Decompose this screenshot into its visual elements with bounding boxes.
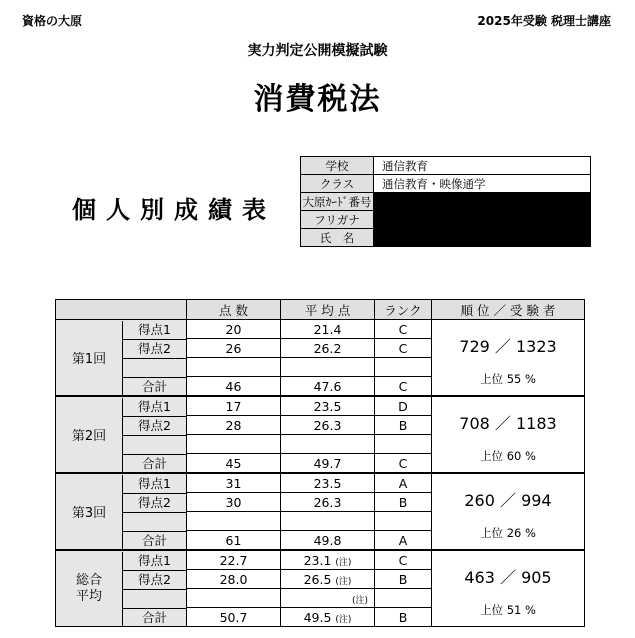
info-row-furigana — [301, 211, 591, 229]
info-row-school — [301, 157, 591, 175]
rank-cell: B — [375, 416, 432, 435]
position-cell — [432, 551, 585, 627]
info-value: 通信教育・映像通学 — [374, 175, 591, 193]
average-cell: 23.5 — [281, 474, 375, 493]
item-label: 得点1 — [123, 398, 186, 417]
score-cell: 45 — [187, 454, 281, 473]
info-value: 通信教育 — [374, 157, 591, 175]
note-mark: (注) — [335, 576, 352, 587]
average-value: 26.5 — [303, 571, 332, 587]
rank-cell: D — [375, 397, 432, 416]
score-cell: 20 — [187, 320, 281, 339]
percentile-value: 上位 26 % — [480, 526, 536, 540]
score-cell: 61 — [187, 531, 281, 550]
rank-cell — [375, 589, 432, 608]
note-mark: (注) — [351, 595, 368, 606]
score-cell — [187, 512, 281, 531]
round-label: 第2回 — [56, 398, 123, 472]
redacted-value — [374, 193, 591, 211]
header-rank: ランク — [375, 300, 432, 320]
score-cell: 50.7 — [187, 608, 281, 627]
rank-cell: B — [375, 570, 432, 589]
round-label: 第3回 — [56, 475, 123, 549]
position-value: 463 ／ 905 — [464, 568, 552, 587]
info-label: 大原ｶｰﾄﾞ番号 — [302, 194, 372, 209]
round-label-line2: 平均 — [75, 588, 102, 604]
average-cell: 49.7 — [281, 454, 375, 473]
average-cell — [281, 435, 375, 454]
percentile-value: 上位 55 % — [480, 372, 536, 386]
score-cell: 22.7 — [187, 551, 281, 570]
percentile-value: 上位 60 % — [480, 449, 536, 463]
average-cell — [281, 570, 375, 589]
round-block-3 — [55, 473, 585, 550]
scores-table — [55, 299, 585, 320]
item-label: 得点1 — [123, 321, 186, 340]
average-value: 49.5 — [303, 609, 332, 625]
item-label — [123, 359, 186, 378]
average-cell — [281, 589, 375, 608]
student-info-table — [300, 156, 591, 247]
total-label: 合計 — [141, 378, 167, 394]
round-block-1 — [55, 319, 585, 396]
total-label: 合計 — [141, 532, 167, 548]
position-cell — [432, 474, 585, 550]
total-label: 合計 — [141, 609, 167, 625]
rank-cell: A — [375, 531, 432, 550]
average-cell — [281, 358, 375, 377]
average-cell: 23.5 — [281, 397, 375, 416]
table-header-row — [56, 300, 585, 320]
position-value: 708 ／ 1183 — [459, 414, 557, 433]
rank-cell — [375, 358, 432, 377]
percentile-value: 上位 51 % — [480, 603, 536, 617]
redacted-value — [374, 229, 591, 247]
rank-cell — [375, 512, 432, 531]
note-mark: (注) — [335, 557, 352, 568]
item-label: 得点1 — [123, 552, 186, 571]
item-label: 得点2 — [123, 417, 186, 436]
average-cell: 49.8 — [281, 531, 375, 550]
average-cell — [281, 551, 375, 570]
average-cell: 26.2 — [281, 339, 375, 358]
average-cell: 21.4 — [281, 320, 375, 339]
header-average: 平 均 点 — [281, 300, 375, 320]
info-label: 学校 — [301, 157, 374, 175]
course-name: 2025年受験 税理士講座 — [477, 14, 611, 28]
rank-cell — [375, 435, 432, 454]
total-label: 合計 — [141, 455, 167, 471]
score-cell: 28 — [187, 416, 281, 435]
item-label: 得点2 — [123, 571, 186, 590]
table-row — [56, 320, 585, 339]
exam-title: 実力判定公開模擬試験 — [247, 43, 388, 59]
item-label: 得点2 — [123, 340, 186, 359]
rounds-container — [55, 319, 585, 627]
info-label: クラス — [301, 175, 374, 193]
info-row-name — [301, 229, 591, 247]
rank-cell: C — [375, 454, 432, 473]
position-value: 260 ／ 994 — [464, 491, 552, 510]
note-mark: (注) — [335, 614, 352, 625]
score-cell: 17 — [187, 397, 281, 416]
school-name: 資格の大原 — [22, 14, 83, 28]
score-cell — [187, 435, 281, 454]
position-value: 729 ／ 1323 — [459, 337, 557, 356]
round-label-overall — [56, 552, 123, 626]
score-cell — [187, 358, 281, 377]
redacted-value — [374, 211, 591, 229]
round-block-2 — [55, 396, 585, 473]
position-cell — [432, 397, 585, 473]
average-value: 23.1 — [303, 552, 332, 568]
item-label — [123, 436, 186, 455]
rank-cell: C — [375, 320, 432, 339]
round-label: 第1回 — [56, 321, 123, 395]
average-cell: 26.3 — [281, 416, 375, 435]
rank-cell: C — [375, 551, 432, 570]
header-position: 順 位 ／ 受 験 者 — [432, 300, 585, 320]
rank-cell: B — [375, 608, 432, 627]
table-row — [56, 397, 585, 416]
round-label-line1: 総合 — [75, 572, 102, 588]
score-cell: 31 — [187, 474, 281, 493]
average-cell — [281, 512, 375, 531]
score-cell: 30 — [187, 493, 281, 512]
average-cell — [281, 608, 375, 627]
score-cell: 46 — [187, 377, 281, 396]
table-row — [56, 551, 585, 570]
header-score: 点 数 — [187, 300, 281, 320]
info-row-card-number — [301, 193, 591, 211]
rank-cell: A — [375, 474, 432, 493]
item-label: 得点2 — [123, 494, 186, 513]
info-row-class — [301, 175, 591, 193]
subject-title: 消費税法 — [253, 82, 382, 117]
report-title: 個人別成績表 — [72, 196, 276, 224]
score-cell: 26 — [187, 339, 281, 358]
rank-cell: C — [375, 339, 432, 358]
item-label — [123, 513, 186, 532]
header-blank — [56, 300, 187, 320]
item-label: 得点1 — [123, 475, 186, 494]
info-label: 氏 名 — [301, 229, 374, 247]
rank-cell: C — [375, 377, 432, 396]
score-cell: 28.0 — [187, 570, 281, 589]
average-cell: 47.6 — [281, 377, 375, 396]
average-cell: 26.3 — [281, 493, 375, 512]
item-label — [123, 590, 186, 609]
table-row — [56, 474, 585, 493]
position-cell — [432, 320, 585, 396]
info-label: フリガナ — [301, 211, 374, 229]
score-cell — [187, 589, 281, 608]
round-block-overall — [55, 550, 585, 627]
rank-cell: B — [375, 493, 432, 512]
